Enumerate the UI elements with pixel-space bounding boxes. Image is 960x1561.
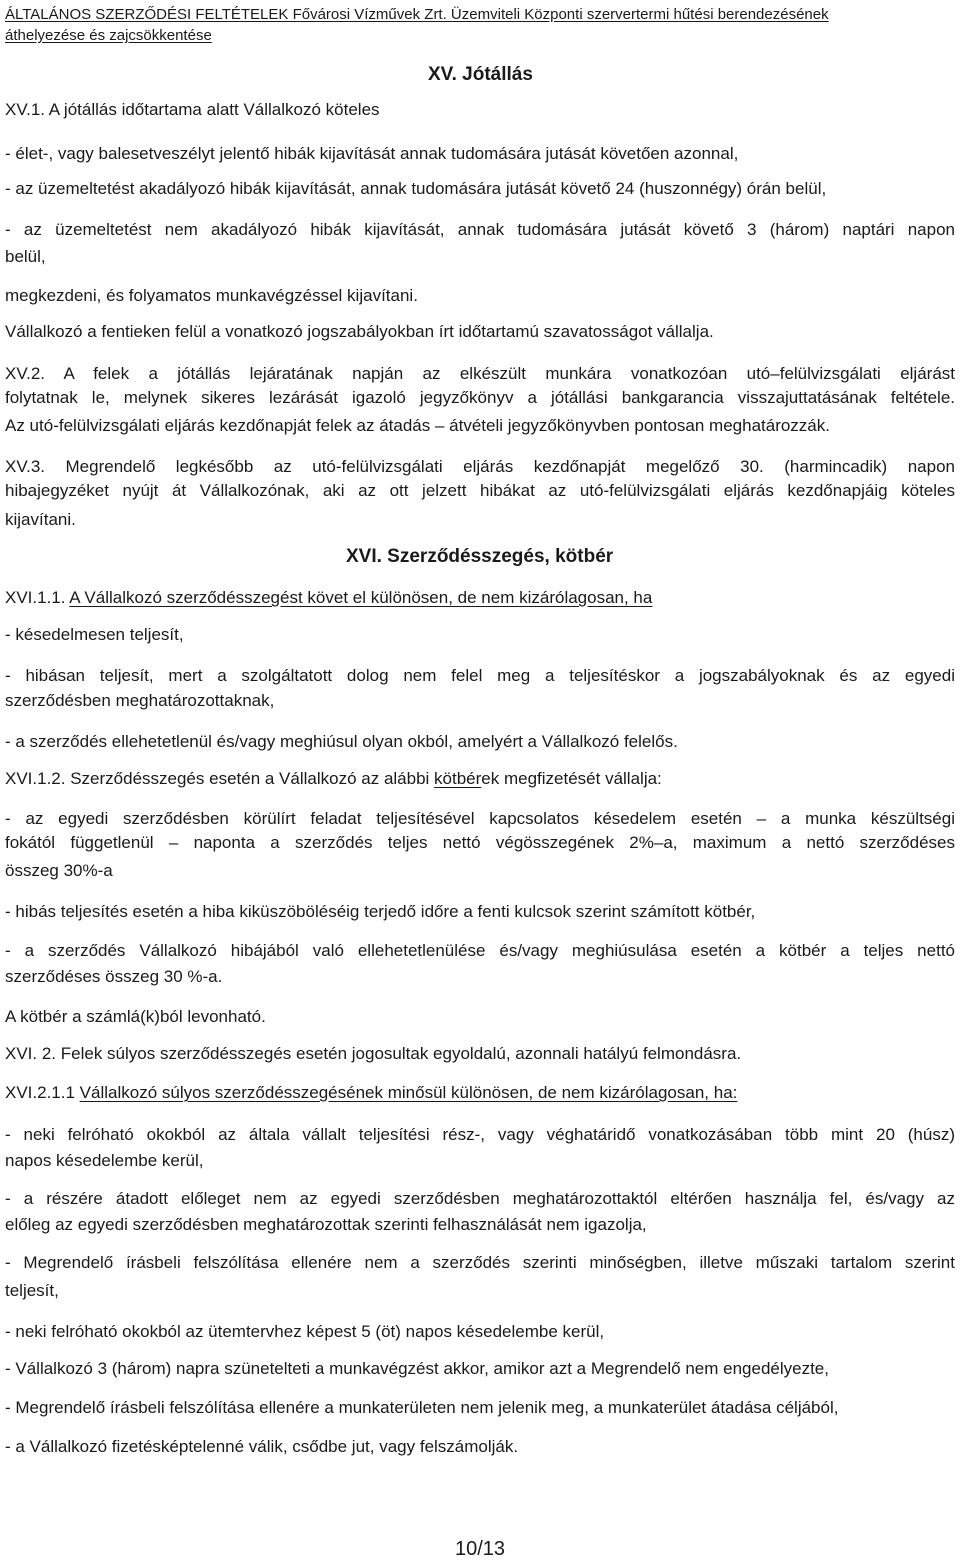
- xvi211-item-3-line-1: - Megrendelő írásbeli felszólítása ellenére nem a szerződés szerinti minőségben, illetve műszaki tartalom szerint: [5, 1253, 955, 1272]
- xvi12-item-1: [5, 807, 955, 855]
- section-title-xv: XV. Jótállás: [428, 64, 533, 85]
- xv1-outro: megkezdeni, és folyamatos munkavégzéssel kijavítani.: [5, 286, 418, 305]
- xv1-item-3-line-2: belül,: [5, 247, 46, 266]
- xvi11-item-1: - késedelmesen teljesít,: [5, 625, 184, 644]
- xvi211-heading: [5, 1082, 737, 1104]
- xvi211-item-1-line-1: - neki felróható okokból az általa vállalt teljesítési rész-, vagy véghatáridő vonatkozásában több mint 20 (húsz): [5, 1125, 955, 1144]
- xvi11-text: A Vállalkozó szerződésszegést követ el különösen, de nem kizárólagosan, ha: [69, 588, 653, 607]
- xvi211-item-4: - neki felróható okokból az ütemtervhez képest 5 (öt) napos késedelembe kerül,: [5, 1322, 605, 1341]
- xv2-paragraph: [5, 362, 955, 410]
- xvi211-item-5: - Vállalkozó 3 (három) napra szünetelteti a munkavégzést akkor, amikor azt a Megrendelő nem engedélyezte,: [5, 1359, 829, 1378]
- xvi12-text-underlined: kötbér: [434, 769, 482, 788]
- xvi211-item-1-line-2: napos késedelembe kerül,: [5, 1151, 204, 1170]
- xv3-paragraph: [5, 455, 955, 503]
- xvi211-item-2: [5, 1187, 955, 1211]
- xv3-line-2: hibajegyzéket nyújt át Vállalkozónak, aki az ott jelzett hibákat az utó-felülvizsgálati eljárás kezdőnapjáig köteles: [5, 481, 955, 500]
- xv1-warranty: Vállalkozó a fentieken felül a vonatkozó jogszabályokban írt időtartamú szavatosságot vállalja.: [5, 322, 714, 341]
- xvi12-text-b: ek megfizetését vállalja:: [481, 769, 662, 788]
- xvi2-paragraph: XVI. 2. Felek súlyos szerződésszegés esetén jogosultak egyoldalú, azonnali hatályú felmondásra.: [5, 1044, 742, 1063]
- xvi211-text: Vállalkozó súlyos szerződésszegésének minősül különösen, de nem kizárólagosan, ha:: [79, 1083, 738, 1102]
- header-line-2: áthelyezése és zajcsökkentése: [5, 27, 212, 44]
- xvi11-item-2-line-2: szerződésben meghatározottaknak,: [5, 691, 275, 710]
- xv2-line-3: Az utó-felülvizsgálati eljárás kezdőnapját felek az átadás – átvételi jegyzőkönyvben pontosan meghatározzák.: [5, 416, 830, 435]
- xv1-item-3: [5, 218, 955, 242]
- xvi11-item-3: - a szerződés ellehetetlenül és/vagy meghiúsul olyan okból, amelyért a Vállalkozó felelős.: [5, 732, 678, 751]
- section-title-xvi: XVI. Szerződésszegés, kötbér: [346, 546, 614, 567]
- xv1-item-1: - élet-, vagy balesetveszélyt jelentő hibák kijavítását annak tudomására jutását követően azonnal,: [5, 144, 739, 163]
- xv3-line-1: XV.3. Megrendelő legkésőbb az utó-felülvizsgálati eljárás kezdőnapját megelőző 30. (harmincadik) napon: [5, 457, 955, 476]
- xvi12-deduction: A kötbér a számlá(k)ból levonható.: [5, 1007, 266, 1026]
- xvi211-item-6: - Megrendelő írásbeli felszólítása ellenére a munkaterületen nem jelenik meg, a munkaterület átadása céljából,: [5, 1398, 839, 1417]
- xvi12-item-2: - hibás teljesítés esetén a hiba kiküszöböléséig terjedő időre a fenti kulcsok szerint számított kötbér,: [5, 902, 756, 921]
- xvi11-item-2: [5, 664, 955, 688]
- xvi11-item-2-line-1: - hibásan teljesít, mert a szolgáltatott dolog nem felel meg a teljesítéskor a jogszabályoknak és az egyedi: [5, 666, 955, 685]
- running-header: [5, 4, 955, 46]
- xv2-line-1: XV.2. A felek a jótállás lejáratának napján az elkészült munkára vonatkozóan utó–felülvizsgálati eljárást: [5, 364, 955, 383]
- xvi12-item-1-line-3: összeg 30%-a: [5, 861, 113, 880]
- xvi211-item-3: [5, 1251, 955, 1275]
- xvi211-number: XVI.2.1.1: [5, 1083, 75, 1102]
- header-line-1: ÁLTALÁNOS SZERZŐDÉSI FELTÉTELEK Fővárosi Vízművek Zrt. Üzemviteli Központi szervertermi hűtési berendezésének: [5, 6, 829, 23]
- xv1-item-2: - az üzemeltetést akadályozó hibák kijavítását, annak tudomására jutását követő 24 (huszonnégy) órán belül,: [5, 179, 827, 198]
- xvi211-item-2-line-1: - a részére átadott előleget nem az egyedi szerződésben meghatározottaktól eltérően használja fel, és/vagy az: [5, 1189, 955, 1208]
- xvi11-number: XVI.1.1.: [5, 588, 66, 607]
- xvi211-item-2-line-2: előleg az egyedi szerződésben meghatározottak szerinti felhasználását nem igazolja,: [5, 1215, 647, 1234]
- xvi12-item-1-line-1: - az egyedi szerződésben körülírt feladat teljesítésével kapcsolatos késedelem esetén – a munka készültségi: [5, 809, 955, 828]
- xv1-intro: XV.1. A jótállás időtartama alatt Vállalkozó köteles: [5, 100, 380, 119]
- xvi12-item-3: [5, 939, 955, 963]
- xvi12-text-a: XVI.1.2. Szerződésszegés esetén a Vállalkozó az alábbi: [5, 769, 435, 788]
- xvi12-heading: [5, 768, 662, 790]
- xvi211-item-7: - a Vállalkozó fizetésképtelenné válik, csődbe jut, vagy felszámolják.: [5, 1437, 519, 1456]
- xvi12-item-1-line-2: fokától függetlenül – naponta a szerződés teljes nettó végösszegének 2%–a, maximum a nettó szerződéses: [5, 833, 955, 852]
- xvi11-heading: [5, 587, 652, 609]
- xv3-line-3: kijavítani.: [5, 510, 76, 529]
- xv2-line-2: folytatnak le, melynek sikeres lezárását igazoló jegyzőkönyv a jótállási bankgarancia visszajuttatásának feltétele.: [5, 388, 955, 407]
- xvi12-item-3-line-1: - a szerződés Vállalkozó hibájából való ellehetetlenülése és/vagy meghiúsulása esetén a kötbér a teljes nettó: [5, 941, 955, 960]
- xvi211-item-1: [5, 1123, 955, 1147]
- page-number: 10/13: [454, 1538, 506, 1560]
- xvi211-item-3-line-2: teljesít,: [5, 1281, 59, 1300]
- xvi12-item-3-line-2: szerződéses összeg 30 %-a.: [5, 967, 223, 986]
- xv1-item-3-line-1: - az üzemeltetést nem akadályozó hibák kijavítását, annak tudomására jutását követő 3 (három) naptári napon: [5, 220, 955, 239]
